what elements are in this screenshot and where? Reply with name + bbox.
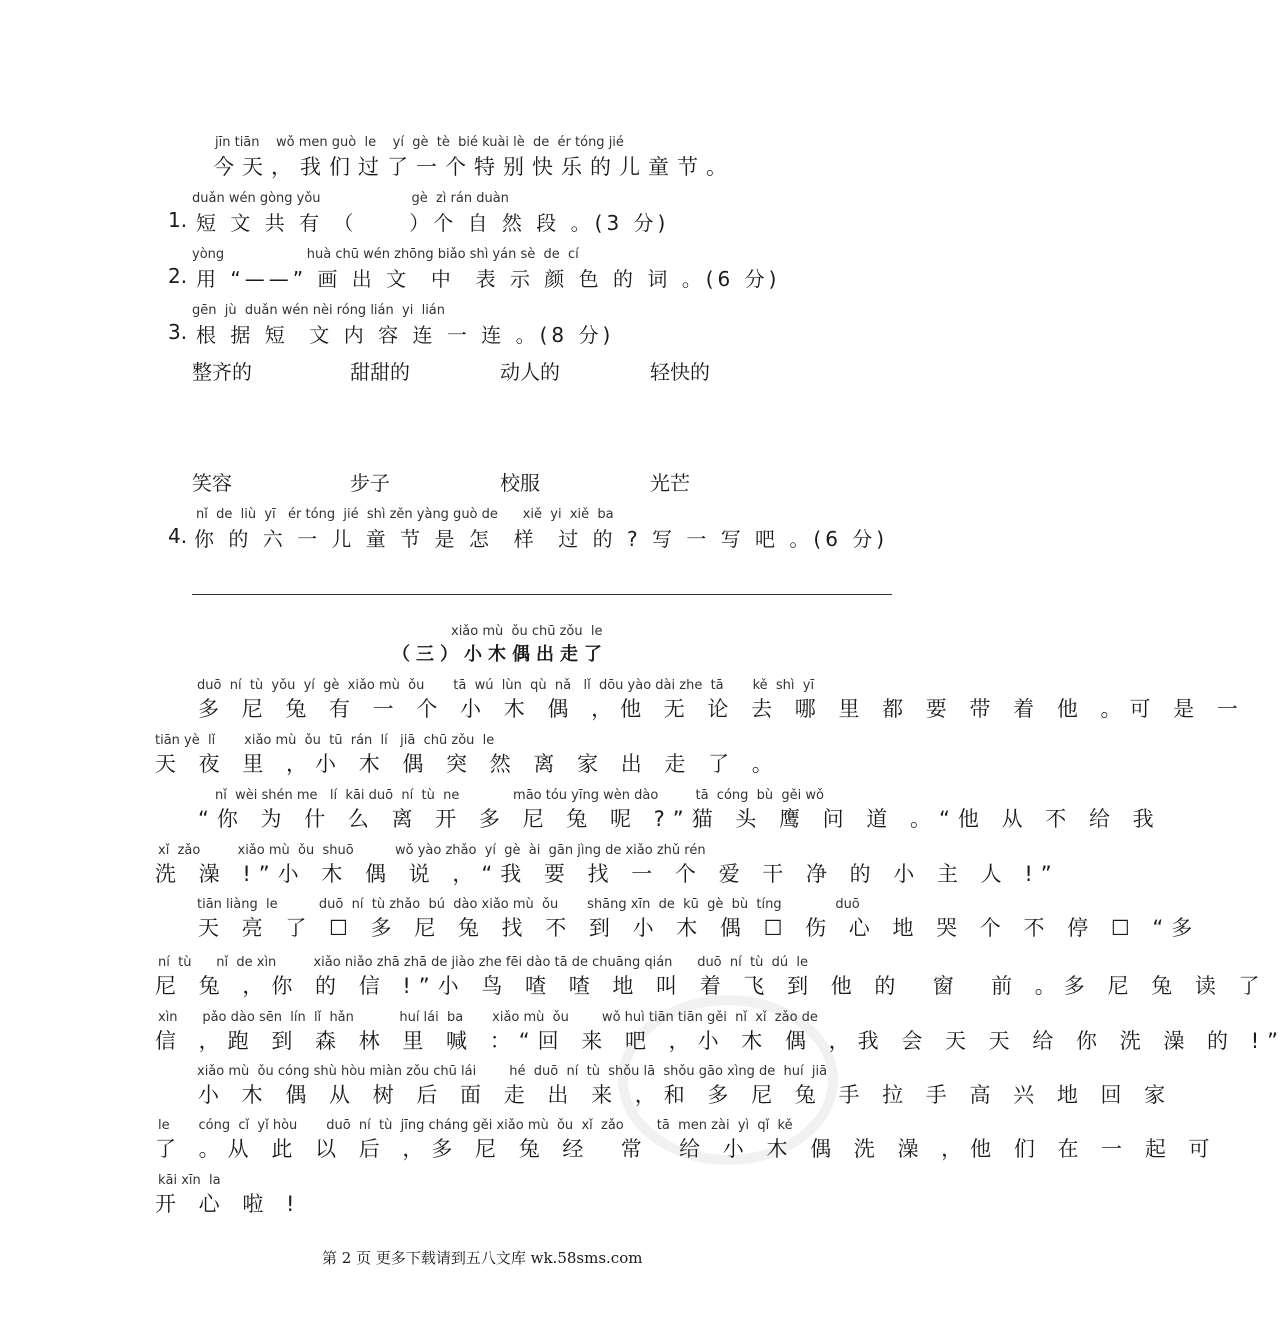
match-top-1: 整齐的 [192, 360, 252, 384]
intro-text: 今天，我们过了一个特别快乐的儿童节。 [213, 155, 735, 179]
match-top-4: 轻快的 [650, 360, 710, 384]
question-2-number: 2. [168, 264, 188, 288]
passage-line-6: 尼 兔 ，你 的 信 !”小 鸟 喳 喳 地 叫 着 飞 到 他 的 窗 前 。多 尼 兔 读 了 [155, 974, 1268, 998]
match-bottom-4: 光芒 [650, 471, 690, 495]
passage-line-9: 了 。从 此 以 后 ，多 尼 兔 经 常 给 小 木 偶 洗 澡 ，他 们 在 一 起 可 [155, 1137, 1218, 1161]
question-1-number: 1. [168, 208, 188, 232]
passage-line-7-pinyin: xìn pǎo dào sēn lín lǐ hǎn huí lái ba xiǎo mù ǒu wǒ huì tiān tiān gěi nǐ xǐ zǎo de [158, 1010, 818, 1025]
passage-line-4-pinyin: xǐ zǎo xiǎo mù ǒu shuō wǒ yào zhǎo yí gè ài gān jìng de xiǎo zhǔ rén [158, 843, 706, 858]
question-1-text: 短 文 共 有 （ ）个 自 然 段 。(3 分) [196, 211, 670, 235]
question-2-pinyin: yòng huà chū wén zhōng biǎo shì yán sè de cí [192, 247, 579, 262]
section-pinyin: xiǎo mù ǒu chū zǒu le [451, 624, 603, 639]
passage-line-4: 洗 澡 !”小 木 偶 说 ，“我 要 找 一 个 爱 干 净 的 小 主 人 !” [155, 862, 1060, 886]
question-3-number: 3. [168, 320, 188, 344]
passage-line-3: “你 为 什 么 离 开 多 尼 兔 呢 ?”猫 头 鹰 问 道 。“他 从 不 给 我 [198, 807, 1162, 831]
passage-line-1: 多 尼 兔 有 一 个 小 木 偶 ，他 无 论 去 哪 里 都 要 带 着 他 。可 是 一 [198, 697, 1246, 721]
passage-line-5-pinyin: tiān liàng le duō ní tù zhǎo bú dào xiǎo mù ǒu shāng xīn de kū gè bù tíng duō [197, 897, 860, 912]
passage-line-6-pinyin: ní tù nǐ de xìn xiǎo niǎo zhā zhā de jiào zhe fēi dào tā de chuāng qián duō ní tù dú le [158, 955, 808, 970]
passage-line-10-pinyin: kāi xīn la [158, 1173, 221, 1188]
passage-line-7: 信 ，跑 到 森 林 里 喊 ：“回 来 吧 ，小 木 偶 ，我 会 天 天 给 你 洗 澡 的 !” [155, 1029, 1286, 1053]
match-bottom-1: 笑容 [192, 471, 232, 495]
passage-line-1-pinyin: duō ní tù yǒu yí gè xiǎo mù ǒu tā wú lùn qù nǎ lǐ dōu yào dài zhe tā kě shì yī [197, 678, 815, 693]
question-3-text: 根 据 短 文 内 容 连 一 连 。(8 分) [196, 323, 615, 347]
passage-line-2-pinyin: tiān yè lǐ xiǎo mù ǒu tū rán lí jiā chū zǒu le [155, 733, 495, 748]
match-top-2: 甜甜的 [350, 360, 410, 384]
match-bottom-3: 校服 [500, 471, 540, 495]
question-4-text: 你 的 六 一 儿 童 节 是 怎 样 过 的 ? 写 一 写 吧 。(6 分) [194, 527, 889, 551]
answer-line [192, 594, 892, 595]
passage-line-8: 小 木 偶 从 树 后 面 走 出 来 ，和 多 尼 兔 手 拉 手 高 兴 地 回 家 [198, 1083, 1174, 1107]
passage-line-9-pinyin: le cóng cǐ yǐ hòu duō ní tù jīng cháng gěi xiǎo mù ǒu xǐ zǎo tā men zài yì qǐ kě [158, 1118, 793, 1133]
question-2-text: 用 “——” 画 出 文 中 表 示 颜 色 的 词 。(6 分) [196, 267, 781, 291]
question-4-pinyin: nǐ de liù yī ér tóng jié shì zěn yàng guò de xiě yi xiě ba [196, 507, 614, 522]
passage-line-10: 开 心 啦 ! [155, 1192, 303, 1216]
question-1-pinyin: duǎn wén gòng yǒu gè zì rán duàn [192, 191, 509, 206]
passage-line-8-pinyin: xiǎo mù ǒu cóng shù hòu miàn zǒu chū lái hé duō ní tù shǒu lā shǒu gāo xìng de huí jiā [197, 1064, 828, 1079]
question-4-number: 4. [168, 524, 188, 548]
passage-line-5: 天 亮 了 ☐ 多 尼 兔 找 不 到 小 木 偶 ☐ 伤 心 地 哭 个 不 停 ☐ “多 [198, 916, 1201, 940]
intro-pinyin: jīn tiān wǒ men guò le yí gè tè bié kuài lè de ér tóng jié [215, 135, 624, 150]
question-3-pinyin: gēn jù duǎn wén nèi róng lián yi lián [192, 303, 446, 318]
section-title: （三）小木偶出走了 [392, 644, 608, 665]
page-footer: 第 2 页 更多下载请到五八文库 wk.58sms.com [322, 1249, 643, 1267]
passage-line-3-pinyin: nǐ wèi shén me lí kāi duō ní tù ne māo tóu yīng wèn dào tā cóng bù gěi wǒ [215, 788, 824, 803]
passage-line-2: 天 夜 里 ，小 木 偶 突 然 离 家 出 走 了 。 [155, 752, 781, 776]
match-top-3: 动人的 [500, 360, 560, 384]
match-bottom-2: 步子 [350, 471, 390, 495]
